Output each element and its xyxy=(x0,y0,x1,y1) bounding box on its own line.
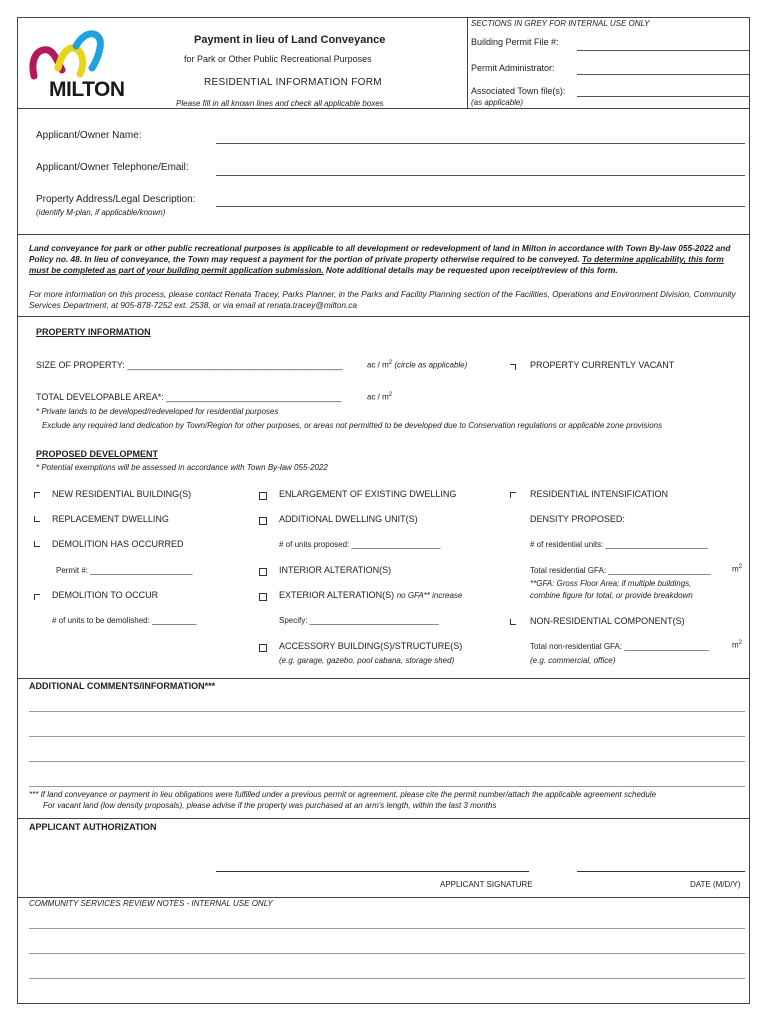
authorization-bottom-rule xyxy=(17,897,750,898)
permit-admin-label: Permit Administrator: xyxy=(471,63,555,73)
intensification-checkbox[interactable] xyxy=(510,492,516,498)
permit-file-label: Building Permit File #: xyxy=(471,37,559,47)
accessory-note: (e.g. garage, gazebo, pool cabana, storage shed) xyxy=(279,656,455,665)
comments-note-2: For vacant land (low density proposals), please advise if the property was purchased at an arm's length, within the last 3 months xyxy=(43,801,497,810)
proposed-note: * Potential exemptions will be assessed in accordance with Town By-law 055-2022 xyxy=(36,463,328,472)
gfa-note-2: combine figure for total, or provide breakdown xyxy=(530,591,693,600)
proposed-heading: PROPOSED DEVELOPMENT xyxy=(36,449,159,459)
size-unit-note: (circle as applicable) xyxy=(394,360,468,370)
developable-area[interactable]: TOTAL DEVELOPABLE AREA*: ___________________________________ xyxy=(36,392,342,402)
applicant-name-label: Applicant/Owner Name: xyxy=(36,130,142,141)
new-building-checkbox[interactable] xyxy=(34,492,40,498)
non-res-gfa-unit xyxy=(732,640,742,650)
internal-heading: SECTIONS IN GREY FOR INTERNAL USE ONLY xyxy=(471,19,650,28)
demolition-to-occur-checkbox[interactable] xyxy=(34,594,40,600)
intro-bottom-rule xyxy=(17,316,750,317)
demolition-occurred-label: DEMOLITION HAS OCCURRED xyxy=(52,539,184,549)
header-bottom-rule xyxy=(17,108,750,109)
non-res-note: (e.g. commercial, office) xyxy=(530,656,616,665)
exterior-label xyxy=(279,590,462,600)
review-heading: COMMUNITY SERVICES REVIEW NOTES - INTERNAL USE ONLY xyxy=(29,899,273,908)
density-label: DENSITY PROPOSED: xyxy=(530,514,625,524)
date-field[interactable] xyxy=(577,871,745,872)
property-size[interactable]: SIZE OF PROPERTY: ___________________________________________ xyxy=(36,360,343,370)
signature-field[interactable] xyxy=(216,871,529,872)
gfa-unit-sup: 2 xyxy=(738,564,743,570)
applicant-phone-field[interactable] xyxy=(216,175,745,176)
exterior-note: no GFA** increase xyxy=(396,591,463,600)
exterior-text: EXTERIOR ALTERATION(S) xyxy=(279,590,395,600)
proposed-bottom-rule xyxy=(17,678,750,679)
comments-note-1: *** If land conveyance or payment in lieu obligations were fulfilled under a previous permit or agreement, please cite the permit number/attach the applicable agreement schedule xyxy=(29,790,657,799)
enlargement-checkbox[interactable] xyxy=(259,492,267,500)
property-heading: PROPERTY INFORMATION xyxy=(36,327,151,337)
comment-line-4[interactable] xyxy=(29,786,745,787)
units-proposed-field[interactable]: # of units proposed: ____________________ xyxy=(279,540,441,549)
intro-text: Land conveyance for park or other public recreational purposes is applicable to all development or redevelopment of land in Milton in accordance with Town By-law 055-2022 and Policy no. 48. In lieu of conveyance, the Town may request a payment for the portion of private property otherwise required to be conveyed. xyxy=(29,243,731,264)
dev-unit-text: ac / m xyxy=(367,392,389,402)
comment-line-2[interactable] xyxy=(29,736,745,737)
demolition-to-occur-label: DEMOLITION TO OCCUR xyxy=(52,590,159,600)
applicant-phone-label: Applicant/Owner Telephone/Email: xyxy=(36,162,189,173)
interior-label: INTERIOR ALTERATION(S) xyxy=(279,565,392,575)
property-size-unit xyxy=(367,360,467,370)
comments-bottom-rule xyxy=(17,818,750,819)
exterior-checkbox[interactable] xyxy=(259,593,267,601)
comment-line-1[interactable] xyxy=(29,711,745,712)
form-title: Payment in lieu of Land Conveyance xyxy=(194,34,386,46)
applicant-name-field[interactable] xyxy=(216,143,745,144)
vacant-label: PROPERTY CURRENTLY VACANT xyxy=(530,360,675,370)
review-line-3[interactable] xyxy=(29,978,745,979)
specify-field[interactable]: Specify: _____________________________ xyxy=(279,616,439,625)
non-res-unit-text: m xyxy=(732,640,739,650)
town-files-label: Associated Town file(s): xyxy=(471,86,566,96)
comments-heading: ADDITIONAL COMMENTS/INFORMATION*** xyxy=(29,681,216,691)
date-label: DATE (M/D/Y) xyxy=(690,880,741,889)
accessory-label: ACCESSORY BUILDING(S)/STRUCTURE(S) xyxy=(279,641,463,651)
developable-unit xyxy=(367,392,392,402)
permit-admin-field[interactable] xyxy=(577,74,749,75)
intro-note: Note additional details may be requested upon receipt/review of this form. xyxy=(325,265,618,275)
accessory-checkbox[interactable] xyxy=(259,644,267,652)
form-instruction: Please fill in all known lines and check all applicable boxes xyxy=(176,99,384,108)
property-address-label: Property Address/Legal Description: xyxy=(36,194,196,205)
authorization-heading: APPLICANT AUTHORIZATION xyxy=(29,822,157,832)
units-demolished-field[interactable]: # of units to be demolished: __________ xyxy=(52,616,197,625)
contact-paragraph: For more information on this process, please contact Renata Tracey, Parks Planner, in the Parks and Facility Planning section of the Facilities, Operations and Environment Division, Community Services Department, at 905-878-7252 ext. 2538, or via email at renata.tracey@milton.ca xyxy=(29,289,736,310)
new-building-label: NEW RESIDENTIAL BUILDING(S) xyxy=(52,489,192,499)
total-gfa-unit xyxy=(732,564,742,574)
town-files-note: (as applicable) xyxy=(471,98,524,107)
replacement-label: REPLACEMENT DWELLING xyxy=(52,514,169,524)
permit-number-field[interactable]: Permit #: _______________________ xyxy=(56,566,193,575)
comment-line-3[interactable] xyxy=(29,761,745,762)
dev-unit-sup: 2 xyxy=(388,392,393,398)
non-residential-label: NON-RESIDENTIAL COMPONENT(S) xyxy=(530,616,685,626)
demolition-occurred-checkbox[interactable] xyxy=(34,541,40,547)
non-res-unit-sup: 2 xyxy=(738,640,743,646)
property-address-note: (identify M-plan, if applicable/known) xyxy=(36,208,166,217)
intro-paragraph xyxy=(29,243,745,276)
residential-units-field[interactable]: # of residential units: _______________________ xyxy=(530,540,708,549)
applicant-bottom-rule xyxy=(17,234,750,235)
gfa-note-1: **GFA: Gross Floor Area; if multiple buildings, xyxy=(530,579,692,588)
property-note-2: Exclude any required land dedication by Town/Region for other purposes, or areas not permitted to be developed due to Conservation regulations or applicable zone provisions xyxy=(42,421,663,430)
gfa-unit-text: m xyxy=(732,564,739,574)
property-address-field[interactable] xyxy=(216,206,745,207)
additional-units-label: ADDITIONAL DWELLING UNIT(S) xyxy=(279,514,418,524)
milton-logo xyxy=(28,28,133,100)
property-note-1: * Private lands to be developed/redeveloped for residential purposes xyxy=(36,407,279,416)
logo-text: MILTON xyxy=(49,78,125,101)
town-files-field[interactable] xyxy=(577,96,749,97)
internal-divider xyxy=(467,17,468,108)
additional-units-checkbox[interactable] xyxy=(259,517,267,525)
intensification-label: RESIDENTIAL INTENSIFICATION xyxy=(530,489,669,499)
permit-file-field[interactable] xyxy=(577,50,749,51)
intro-requirement: To determine applicability, this form must be completed as part of your building permit application submission. xyxy=(29,254,724,275)
replacement-checkbox[interactable] xyxy=(34,516,40,522)
vacant-checkbox[interactable] xyxy=(510,364,516,370)
non-res-gfa-field[interactable]: Total non-residential GFA: ___________________ xyxy=(530,642,709,651)
size-unit-text: ac / m xyxy=(367,360,389,370)
form-name: RESIDENTIAL INFORMATION FORM xyxy=(204,77,382,88)
review-line-1[interactable] xyxy=(29,928,745,929)
interior-checkbox[interactable] xyxy=(259,568,267,576)
non-residential-checkbox[interactable] xyxy=(510,619,516,625)
total-gfa-field[interactable]: Total residential GFA: _______________________ xyxy=(530,566,711,575)
signature-label: APPLICANT SIGNATURE xyxy=(440,880,533,889)
form-subtitle: for Park or Other Public Recreational Purposes xyxy=(184,54,372,64)
enlargement-label: ENLARGEMENT OF EXISTING DWELLING xyxy=(279,489,457,499)
size-unit-sup: 2 xyxy=(388,360,393,366)
review-line-2[interactable] xyxy=(29,953,745,954)
